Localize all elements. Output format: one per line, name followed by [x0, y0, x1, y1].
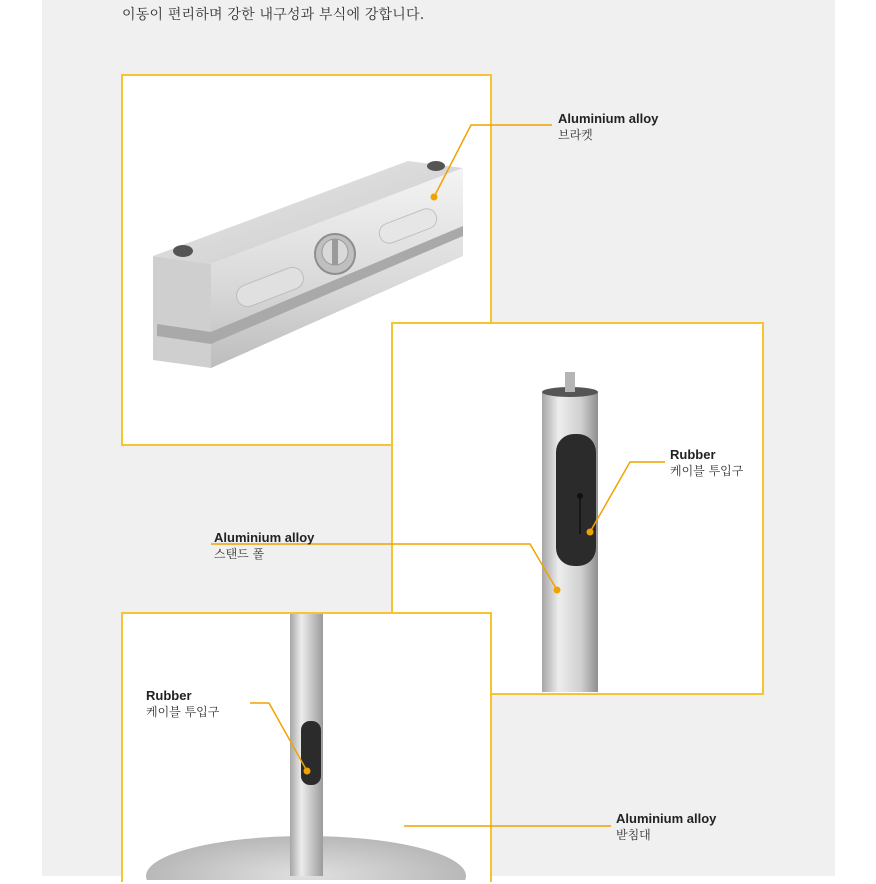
callout-pole	[214, 530, 314, 562]
callout-pole-label: 스탠드 폴	[214, 547, 265, 561]
callout-rubber-bottom-title: Rubber	[146, 688, 192, 703]
callout-rubber-top-label: 케이블 투입구	[670, 464, 744, 478]
callout-base-title: Aluminium alloy	[616, 811, 717, 826]
callout-rubber-bottom-label: 케이블 투입구	[146, 705, 220, 719]
callout-base	[616, 811, 716, 843]
callout-rubber-bottom	[146, 688, 219, 720]
callout-bracket-label: 브라켓	[558, 128, 593, 142]
callout-rubber-top-title: Rubber	[670, 447, 716, 462]
callout-bracket	[558, 111, 658, 143]
callout-rubber-top	[670, 447, 743, 479]
callout-base-label: 받침대	[616, 828, 651, 842]
callout-pole-title: Aluminium alloy	[214, 530, 315, 545]
intro-text: 이동이 편리하며 강한 내구성과 부식에 강합니다.	[122, 7, 425, 23]
callout-bracket-title: Aluminium alloy	[558, 111, 659, 126]
